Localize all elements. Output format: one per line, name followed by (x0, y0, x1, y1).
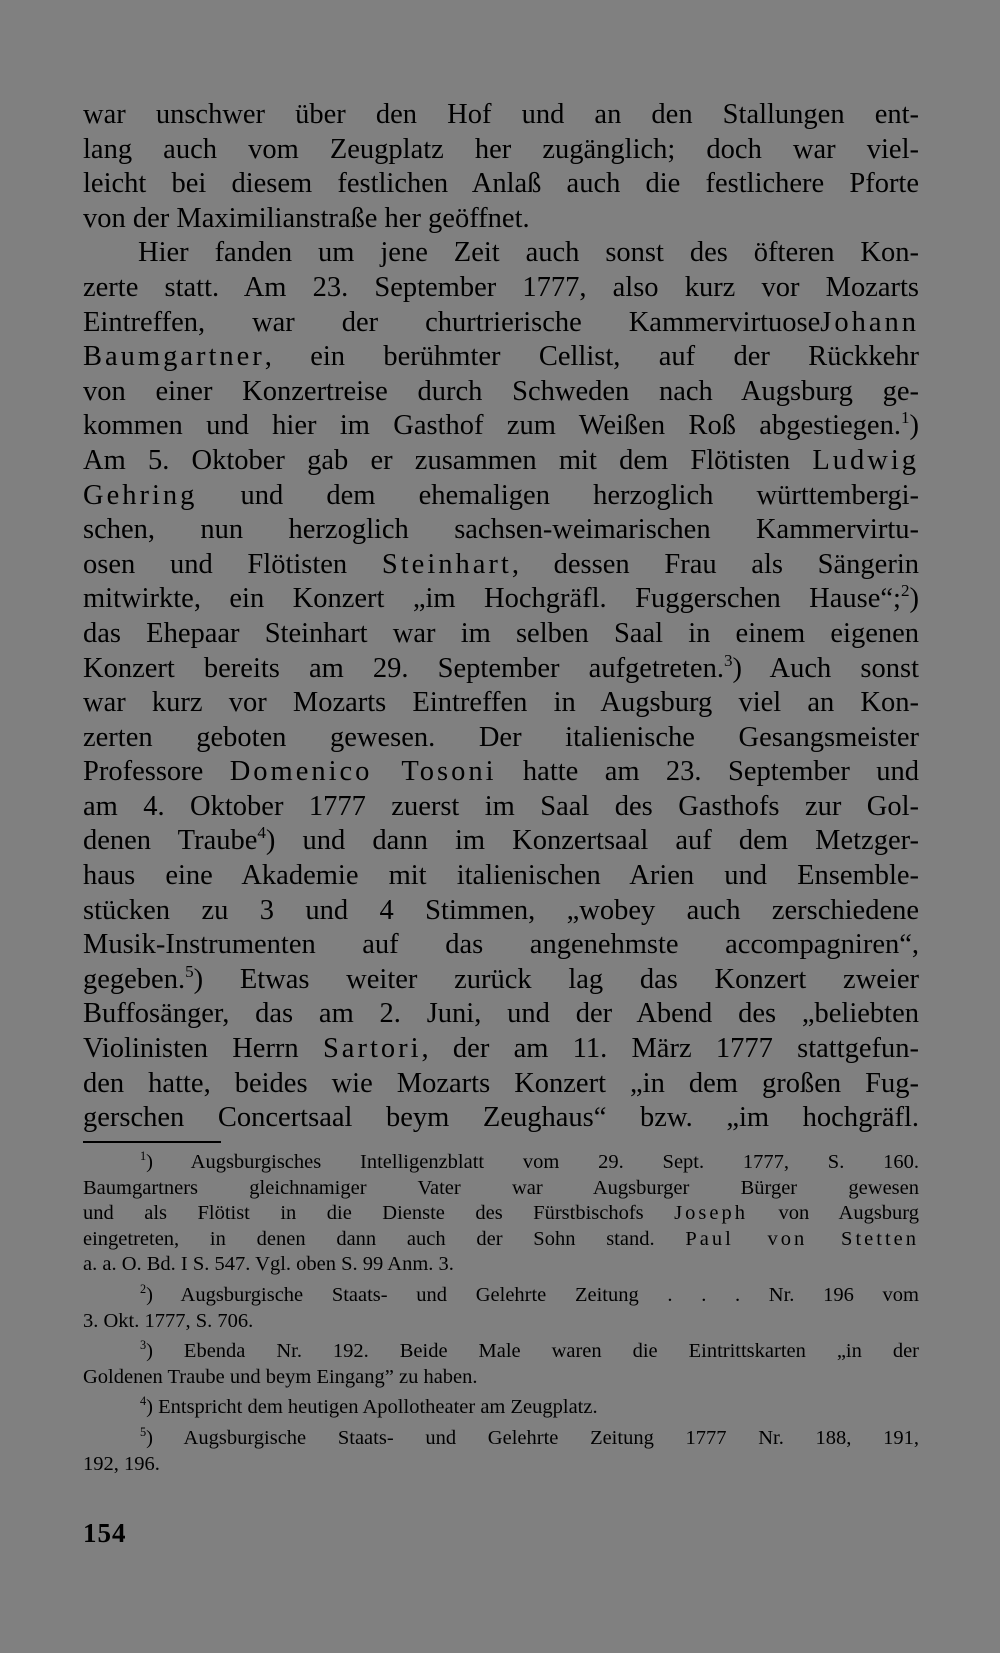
text-line (83, 963, 919, 998)
footnote-marker: 1 (140, 1149, 147, 1164)
text-segment: Professore (83, 756, 204, 788)
person-name: Johann (820, 306, 919, 338)
footnote-5 (83, 1426, 919, 1477)
text-line: gerschen Concertsaal beym Zeughaus“ bzw. „im hochgräfl. (83, 1102, 919, 1134)
footnote-3 (83, 1339, 919, 1390)
text-segment: , ein berühmter Cellist, auf der Rückkehr (264, 341, 919, 373)
text-segment: denen Traube (83, 825, 258, 857)
text-line (83, 755, 919, 790)
footnote-ref: 5 (185, 961, 194, 981)
text-segment: ) Auch sonst (732, 652, 920, 684)
footnote-line: Goldenen Traube und beym Eingang” zu haben. (83, 1365, 478, 1388)
page-number: 154 (83, 1518, 127, 1548)
footnote-divider (83, 1141, 221, 1143)
text-segment: ) Entspricht dem heutigen Apollotheater am Zeugplatz. (146, 1396, 598, 1419)
footnote-line (83, 1201, 919, 1227)
footnote-line (83, 1339, 919, 1365)
text-line: schen, nun herzoglich sachsen-weimarischen Kammervirtu- (83, 514, 919, 546)
text-line: am 4. Oktober 1777 zuerst im Saal des Gasthofs zur Gol- (83, 790, 919, 822)
text-line (83, 306, 919, 341)
person-name: Sartori (322, 1033, 422, 1065)
footnote-line (83, 1150, 919, 1176)
text-segment: , der am 11. März 1777 stattgefun- (421, 1033, 919, 1065)
text-line: den hatte, beides wie Mozarts Konzert „in dem großen Fug- (83, 1067, 919, 1099)
person-name: Paul von Stetten (685, 1227, 919, 1250)
footnote-1 (83, 1150, 919, 1278)
text-line: zerte statt. Am 23. September 1777, also kurz vor Mozarts (83, 271, 919, 303)
footnote-line (83, 1426, 919, 1452)
text-segment: ) Etwas weiter zurück lag das Konzert zweier (193, 963, 919, 995)
footnote-ref: 3 (723, 650, 733, 670)
body-text (83, 98, 919, 1136)
text-line: Hier fanden um jene Zeit auch sonst des öfteren Kon- (138, 237, 919, 269)
text-line: war kurz vor Mozarts Eintreffen in Augsburg viel an Kon- (83, 687, 919, 719)
text-line (83, 824, 919, 859)
footnote-2 (83, 1283, 919, 1334)
text-line: von einer Konzertreise durch Schweden nach Augsburg ge- (83, 375, 919, 407)
footnote-marker: 2 (140, 1281, 147, 1296)
footnote-marker: 4 (140, 1394, 147, 1409)
text-segment: ) Augsburgische Staats- und Gelehrte Zeitung . . . Nr. 196 vom (146, 1283, 919, 1306)
footnote-line: a. a. O. Bd. I S. 547. Vgl. oben S. 99 Anm. 3. (83, 1253, 454, 1276)
text-line (83, 409, 919, 444)
footnote-4 (83, 1395, 919, 1421)
text-line (83, 479, 919, 514)
text-segment: hatte am 23. September und (522, 756, 919, 788)
person-name: Baumgartner (83, 341, 265, 373)
text-segment: ) (909, 410, 919, 442)
footnote-marker: 3 (140, 1338, 147, 1353)
text-segment: ) Augsburgische Staats- und Gelehrte Zeitung 1777 Nr. 188, 191, (146, 1426, 919, 1449)
text-line: von der Maximilianstraße her geöffnet. (83, 202, 530, 234)
footnote-line (83, 1395, 919, 1421)
text-segment: ) Augsburgisches Intelligenzblatt vom 29. Sept. 1777, S. 160. (146, 1151, 919, 1173)
text-line: stücken zu 3 und 4 Stimmen, „wobey auch zerschiedene (83, 894, 919, 926)
text-line: war unschwer über den Hof und an den Stallungen ent- (83, 99, 919, 130)
footnote-line: Baumgartners gleichnamiger Vater war Augsburger Bürger gewesen (83, 1176, 919, 1199)
text-segment: ) Ebenda Nr. 192. Beide Male waren die Eintrittskarten „in der (146, 1340, 919, 1363)
footnote-ref: 1 (900, 408, 910, 428)
text-segment: mitwirkte, ein Konzert „im Hochgräfl. Fuggerschen Hause“; (83, 583, 901, 615)
text-segment: und dem ehemaligen herzoglich württembergi- (240, 479, 920, 511)
text-line: lang auch vom Zeugplatz her zugänglich; doch war viel- (83, 133, 919, 165)
text-segment: ) (909, 583, 919, 615)
text-segment: osen und Flötisten (83, 548, 348, 580)
footnote-marker: 5 (140, 1424, 147, 1439)
footnote-line: 192, 196. (83, 1452, 160, 1475)
person-name: Steinhart (381, 548, 512, 580)
footnote-line (83, 1227, 919, 1253)
text-segment: ) und dann im Konzertsaal auf dem Metzger- (265, 825, 920, 857)
text-line: zerten geboten gewesen. Der italienische Gesangsmeister (83, 721, 919, 753)
text-line (83, 340, 919, 375)
text-segment: von Augsburg (778, 1202, 920, 1225)
footnote-line (83, 1283, 919, 1309)
text-segment: Eintreffen, war der churtrierische Kammervirtuose (83, 306, 821, 338)
person-name: Joseph (674, 1202, 748, 1225)
text-line (83, 582, 919, 617)
text-segment: , dessen Frau als Sängerin (511, 548, 919, 580)
text-segment: eingetreten, in denen dann auch der Sohn stand. (83, 1227, 655, 1250)
text-line (83, 548, 919, 583)
text-segment: gegeben. (83, 963, 186, 995)
footnote-ref: 4 (257, 823, 266, 843)
person-name: Gehring (83, 479, 198, 511)
text-line (83, 444, 919, 479)
text-line: haus eine Akademie mit italienischen Arien und Ensemble- (83, 860, 919, 892)
text-segment: und als Flötist in die Dienste des Fürstbischofs (83, 1202, 644, 1225)
text-line (83, 1032, 919, 1067)
text-line: Buffosänger, das am 2. Juni, und der Abend des „beliebten (83, 998, 919, 1030)
text-segment: Konzert bereits am 29. September aufgetreten. (83, 652, 724, 684)
footnote-line: 3. Okt. 1777, S. 706. (83, 1309, 254, 1332)
text-line (83, 652, 919, 687)
text-segment: Am 5. Oktober gab er zusammen mit dem Flötisten (83, 444, 791, 476)
footnotes (83, 1150, 919, 1482)
text-line: leicht bei diesem festlichen Anlaß auch die festlichere Pforte (83, 168, 919, 200)
text-segment: Violinisten Herrn (83, 1033, 299, 1065)
footnote-ref: 2 (900, 581, 910, 601)
text-line: Musik-Instrumenten auf das angenehmste accompagniren“, (83, 929, 919, 961)
text-line: das Ehepaar Steinhart war im selben Saal in einem eigenen (83, 617, 919, 649)
person-name: Domenico Tosoni (229, 756, 497, 788)
person-name: Ludwig (812, 444, 919, 476)
text-segment: kommen und hier im Gasthof zum Weißen Roß abgestiegen. (83, 410, 901, 442)
